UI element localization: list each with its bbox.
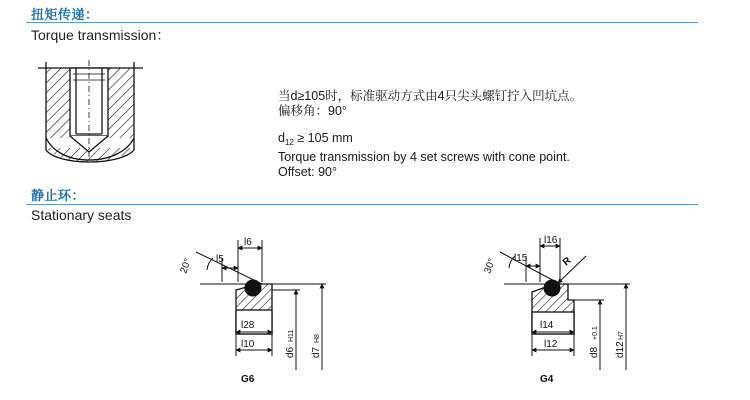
d-symbol: d — [278, 131, 285, 145]
seats-subtitle: Stationary seats — [31, 207, 132, 223]
g6-h11-label: H11 — [288, 329, 295, 342]
g4-r-label: R — [560, 255, 574, 269]
d-subscript: 12 — [284, 138, 294, 147]
g4-l12-label: l12 — [544, 339, 558, 350]
screw-drawing — [38, 60, 143, 162]
g4-h7-label: H7 — [618, 331, 625, 340]
torque-note-cn-1: 当d≥105时，标准驱动方式由4只尖头螺钉拧入凹坑点。 — [278, 89, 583, 103]
g6-l10-label: l10 — [241, 339, 255, 350]
d-condition: ≥ 105 mm — [293, 131, 353, 145]
g6-h8-label: H8 — [314, 334, 321, 343]
torque-note-cn-2: 偏移角：90° — [278, 104, 347, 118]
g4-d12-label: d12 — [615, 341, 626, 358]
g4-d8-label: d8 — [589, 346, 600, 358]
g6-l6-label: l6 — [244, 237, 252, 248]
g4-l14-label: l14 — [540, 320, 554, 331]
g4-l15-label: l15 — [514, 253, 528, 264]
g6-l5-label: l5 — [216, 254, 224, 265]
g6-l28-label: l28 — [241, 320, 255, 331]
g4-tol-label: +0.1 — [592, 326, 599, 340]
seats-heading: 静止环： — [31, 188, 86, 203]
torque-note-en-3: Offset: 90° — [278, 165, 337, 179]
torque-note-en-2: Torque transmission by 4 set screws with cone point. — [278, 150, 570, 164]
torque-subtitle: Torque transmission： — [31, 27, 171, 43]
g4-l16-label: l16 — [544, 235, 558, 246]
g4-caption: G4 — [540, 374, 554, 385]
g6-angle-label: 20° — [178, 257, 194, 276]
g6-caption: G6 — [241, 374, 255, 385]
g6-d6-label: d6 — [285, 346, 296, 358]
torque-heading: 扭矩传递： — [31, 7, 99, 22]
g4-angle-label: 30° — [482, 257, 498, 276]
g6-d7-label: d7 — [311, 346, 322, 358]
